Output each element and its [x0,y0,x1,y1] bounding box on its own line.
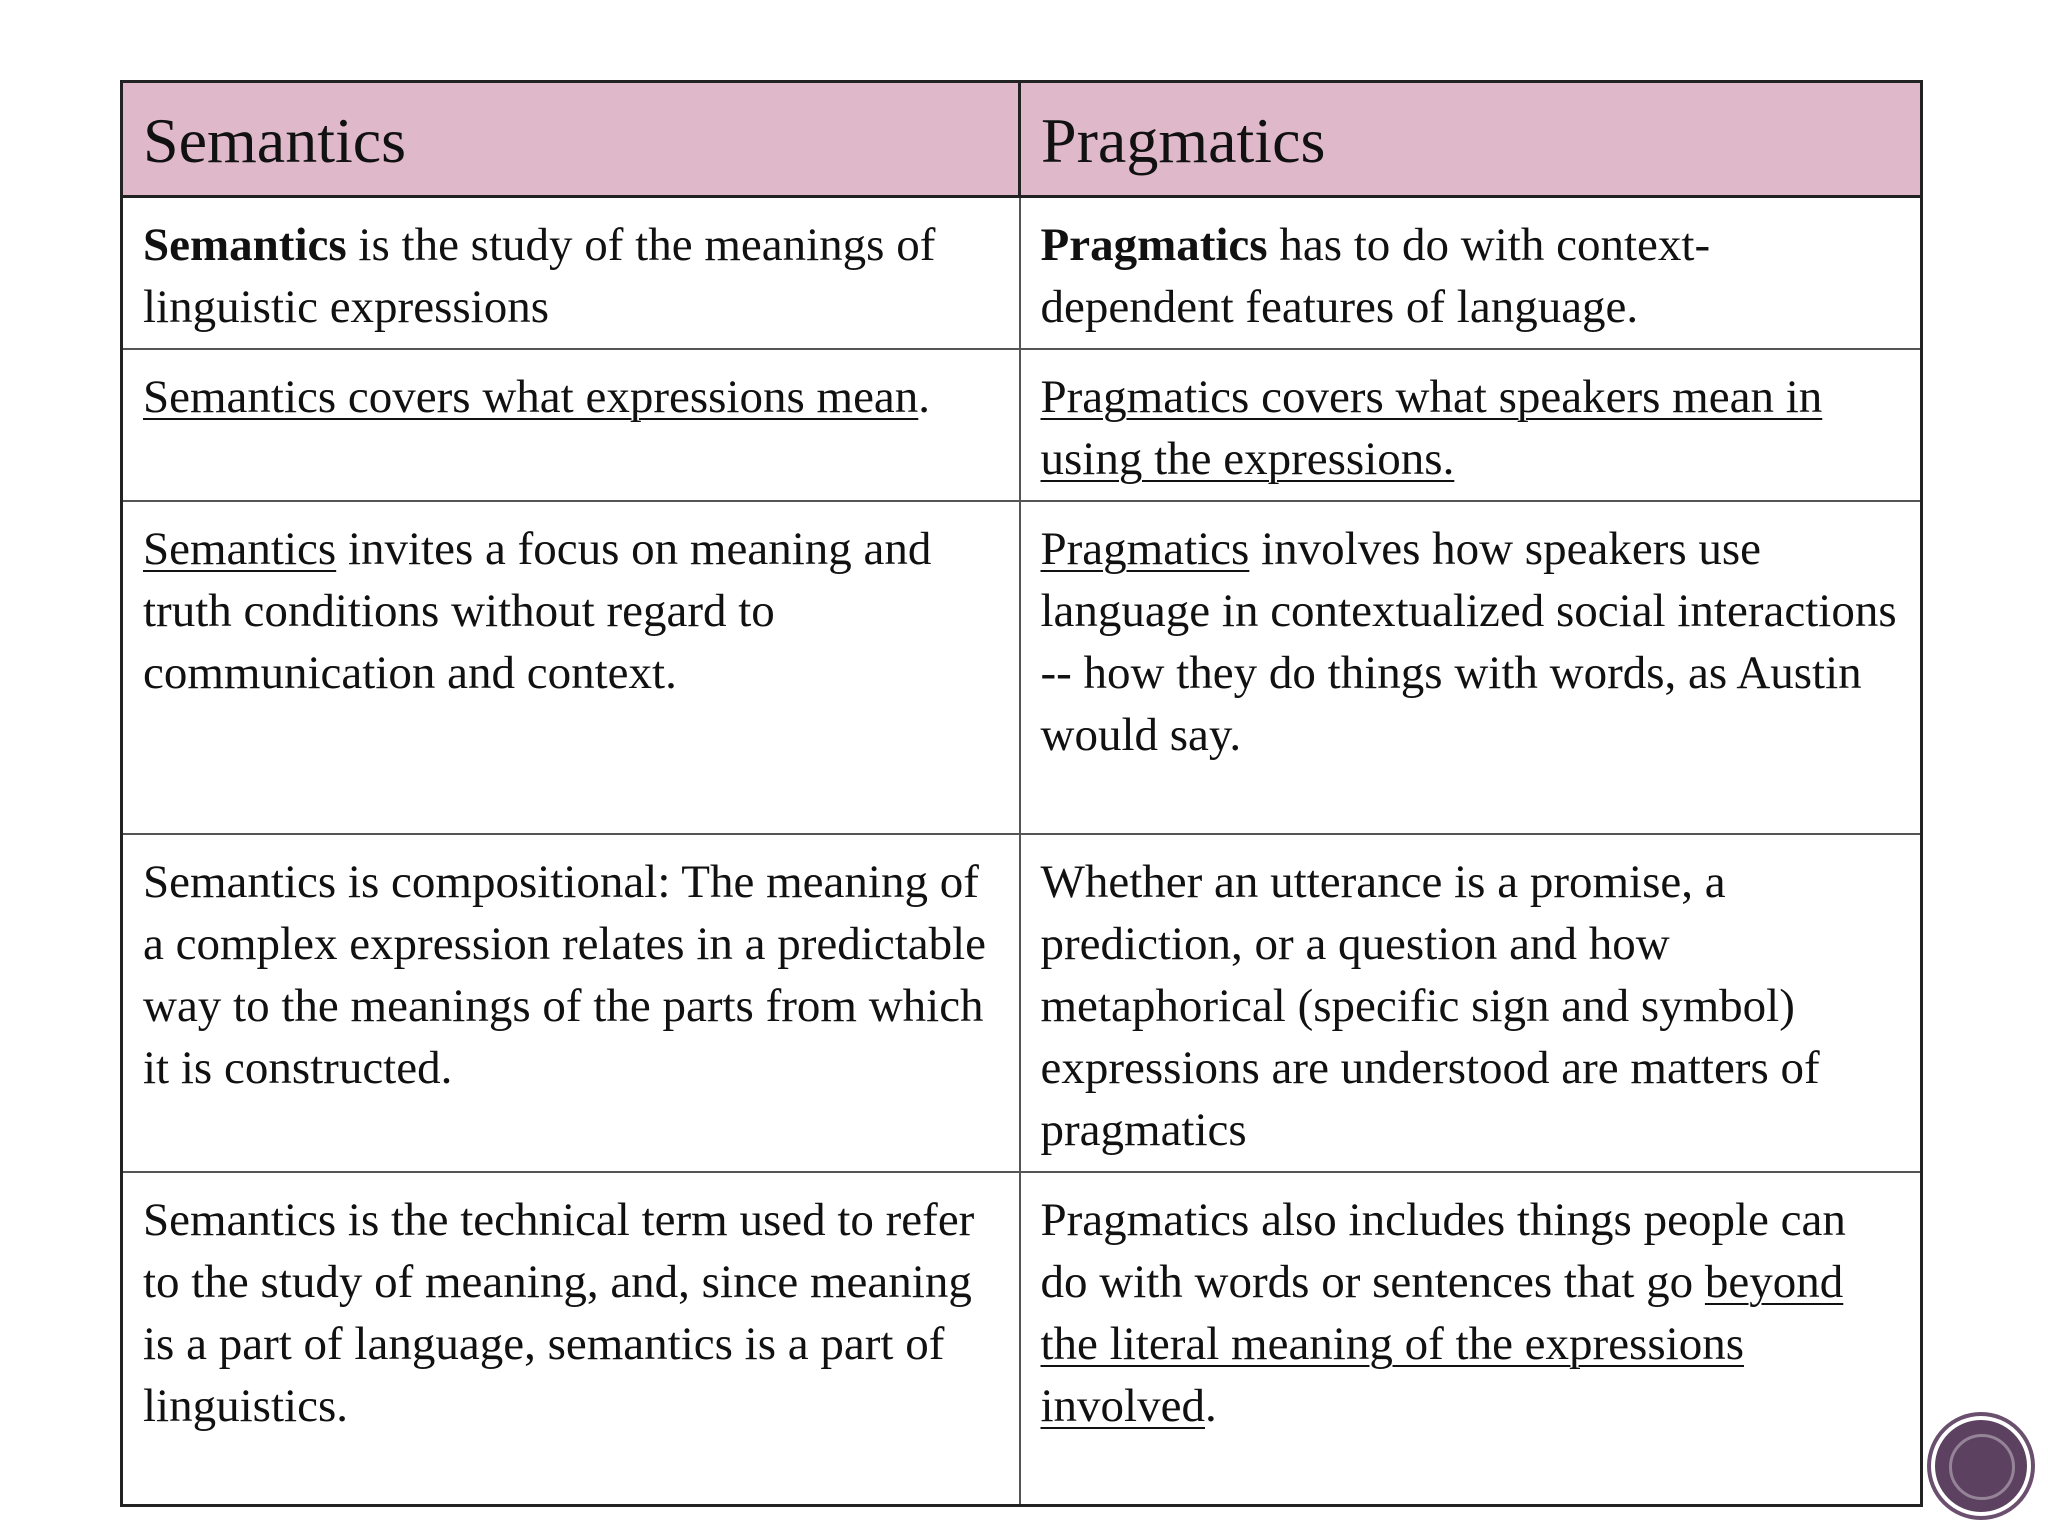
cell-semantics-definition [122,197,1020,350]
cell-pragmatics-beyond-literal [1020,1172,1922,1505]
underlined-text: Pragmatics covers what speakers mean in using the expressions. [1040,371,1823,485]
cell-pragmatics-usage [1020,501,1922,834]
comparison-table [120,80,1923,1507]
definition-text: has to do with context-dependent features of language. [1040,219,1711,333]
table-row [122,197,1922,350]
underlined-term: Pragmatics [1040,523,1250,575]
header-semantics: Semantics [122,82,1020,197]
underlined-term: Semantics [143,523,337,575]
cell-text: involves how speakers use language in contextualized social interactions -- how they do things with words, as Austin would say. [1040,523,1897,761]
trailing-period: . [1204,1380,1217,1432]
table-row [122,834,1922,1172]
term-semantics: Semantics [143,219,347,271]
cell-semantics-focus [122,501,1020,834]
underlined-text: beyond the literal meaning of the expressions involved [1040,1256,1844,1432]
cell-text: Pragmatics also includes things people can do with words or sentences that go [1040,1194,1846,1308]
table-row [122,501,1922,834]
cell-pragmatics-definition [1020,197,1922,350]
slide-corner-badge-icon [1935,1420,2027,1512]
table-row [122,1172,1922,1505]
trailing-period: . [918,371,931,423]
table-row [122,349,1922,501]
cell-semantics-compositional: Semantics is compositional: The meaning of a complex expression relates in a predictable way to the meanings of the parts from which it is constructed. [122,834,1020,1172]
cell-pragmatics-utterance: Whether an utterance is a promise, a prediction, or a question and how metaphorical (specific sign and symbol) expressions are understood are matters of pragmatics [1020,834,1922,1172]
cell-text: invites a focus on meaning and truth conditions without regard to communication and context. [143,523,932,699]
term-pragmatics: Pragmatics [1040,219,1268,271]
header-pragmatics: Pragmatics [1020,82,1922,197]
underlined-text: Semantics covers what expressions mean [143,371,919,423]
cell-pragmatics-coverage [1020,349,1922,501]
cell-semantics-coverage [122,349,1020,501]
table-header-row [122,82,1922,197]
definition-text: is the study of the meanings of linguistic expressions [143,219,936,333]
cell-semantics-technical-term: Semantics is the technical term used to refer to the study of meaning, and, since meaning is a part of language, semantics is a part of linguistics. [122,1172,1020,1505]
